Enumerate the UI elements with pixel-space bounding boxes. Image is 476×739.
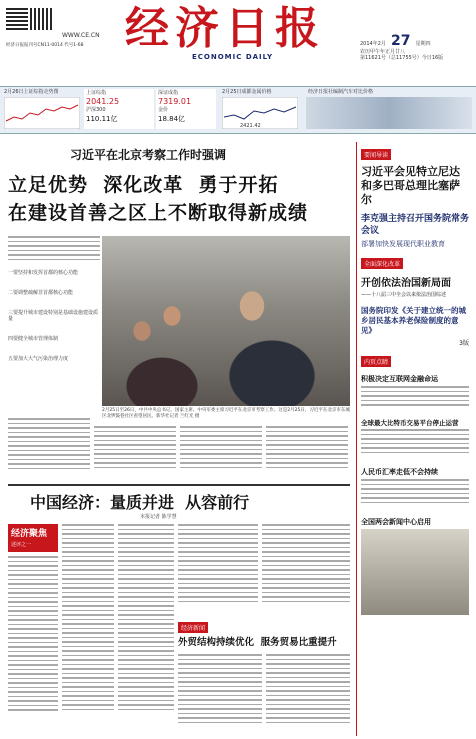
- right-page-ref: 3版: [459, 340, 469, 347]
- right-text-5: [361, 386, 469, 412]
- second-headline: 中国经济：量质并进 从容前行: [30, 493, 250, 512]
- right-headline-6[interactable]: 全球最大比特币交易平台停止运营: [361, 419, 459, 427]
- second-byline: 本报记者 陈学慧: [140, 514, 177, 520]
- ticker-right3-label: 经济日报社编制汽车对比价格: [308, 89, 374, 95]
- masthead: [0, 0, 476, 88]
- ticker-mid3-value: 18.84亿: [158, 115, 186, 123]
- ticker-mid1-label: 上证综指: [86, 90, 107, 96]
- lead-body-col-4: [266, 426, 348, 478]
- ticker-index-block-2: [156, 89, 216, 129]
- second-col-1: [8, 556, 58, 734]
- second-col-5: [262, 524, 350, 616]
- second-col-4: [178, 524, 258, 616]
- sub-story-badge: 经济新闻: [178, 622, 208, 633]
- right-headline-2-sub: 部署加快发展现代职业教育: [361, 240, 445, 248]
- issue-number: 第11621号（总11755号）今日16版: [360, 55, 444, 61]
- focus-box: [8, 524, 58, 552]
- right-headline-3[interactable]: 开创依法治国新局面: [361, 278, 451, 289]
- lead-headline-1: 立足优势 深化改革 勇于开拓: [8, 174, 279, 196]
- right-headline-5[interactable]: 积极决定互联网金融命运: [361, 374, 438, 383]
- ticker-right2-label: 2421.42: [240, 123, 261, 129]
- right-headline-3-sub: ——十八届三中全会以来依法治国综述: [361, 292, 447, 298]
- sub-story-headline: 外贸结构持续优化 服务贸易比重提升: [178, 637, 337, 648]
- ticker-mid2-label: 深证成指: [158, 90, 179, 96]
- lead-photo: [102, 236, 350, 406]
- focus-box-sub: 述评之一: [11, 542, 32, 548]
- bullet-2: 二要调整疏解非首都核心功能: [8, 290, 74, 296]
- section-tag-news: 要闻导读: [361, 149, 391, 160]
- right-headline-8[interactable]: 全国两会新闻中心启用: [361, 517, 431, 526]
- date-day: 27: [391, 33, 411, 49]
- second-col-3: [118, 524, 174, 734]
- bullet-1: 一要坚持和发挥首都的核心功能: [8, 270, 79, 276]
- car-image: [306, 97, 472, 129]
- bullet-list: [8, 270, 100, 362]
- lunar-date: 农历甲午年正月廿八: [360, 49, 406, 55]
- ticker-right1-label: 2月25日成都金属价格: [222, 89, 272, 95]
- ticker-left-label: 2月26日上证综指走势图: [4, 89, 59, 95]
- lead-kicker: 习近平在北京考察工作时强调: [70, 148, 227, 162]
- ticker-mid2-value: 7319.01: [158, 97, 192, 106]
- weekday: 星期四: [415, 41, 431, 47]
- ticker-index-block: [84, 89, 154, 129]
- stock-chart-mini: [4, 97, 80, 129]
- date-year-month: 2014年2月: [360, 41, 386, 47]
- right-text-6: [361, 429, 469, 461]
- section-divider: [8, 484, 350, 486]
- qr-code-icon-2: [30, 8, 52, 30]
- section-tag-reform: 全面深化改革: [361, 258, 403, 269]
- right-photo: [361, 529, 469, 615]
- date-block: [360, 30, 472, 61]
- qr-code-icon: [6, 8, 28, 30]
- right-column: [356, 142, 473, 736]
- lead-body-col-1: [8, 418, 90, 478]
- lead-body-col-2: [94, 426, 176, 478]
- paper-subtitle: ECONOMIC DAILY: [192, 53, 274, 61]
- ticker-mid1-value: 2041.25: [86, 97, 120, 106]
- lead-photo-caption: 2月25日至26日，中共中央总书记、国家主席、中央军委主席习近平在北京市考察工作。这是2月25日，习近平在北京市东城区北锣鼓巷社区看望居民。新华社记者 兰红光 摄: [102, 408, 350, 419]
- lead-headline-2: 在建设首善之区上不断取得新成绩: [8, 202, 309, 224]
- section-tag-inside: 内页点睛: [361, 356, 391, 367]
- ticker-mid4-value: 110.11亿: [86, 115, 118, 123]
- right-headline-4[interactable]: 国务院印发《关于建立统一的城乡居民基本养老保险制度的意见》: [361, 306, 466, 335]
- bullet-4: 四要健全城市管理体制: [8, 336, 59, 342]
- sub-story-col-2: [266, 654, 350, 734]
- sub-story-col-1: [178, 654, 262, 734]
- focus-box-label: 经济聚焦: [11, 529, 48, 539]
- right-headline-7[interactable]: 人民币汇率走低不会持续: [361, 467, 438, 476]
- lead-intro-text: [8, 236, 100, 266]
- ticker-band: [0, 86, 476, 134]
- bullet-5: 五要加大大气污染治理力度: [8, 356, 69, 362]
- paper-title: 经济日报: [125, 3, 325, 54]
- right-headline-2[interactable]: 李克强主持召开国务院常务会议: [361, 214, 470, 236]
- second-col-2: [62, 524, 114, 734]
- ticker-mid3-label: 金价: [158, 107, 169, 113]
- bullet-3: 三要提升城市建设特别是基础设施建设质量: [8, 310, 99, 322]
- lead-body-col-3: [180, 426, 262, 478]
- right-text-7: [361, 479, 469, 511]
- issue-codes: 经济日报报刊号CN11-0014 代号1-68: [6, 43, 84, 48]
- site-url[interactable]: WWW.CE.CN: [62, 32, 100, 39]
- ticker-mid4-label: 沪深300: [86, 107, 106, 113]
- right-headline-1[interactable]: 习近平会见特立尼达和多巴哥总理比塞萨尔: [361, 165, 460, 206]
